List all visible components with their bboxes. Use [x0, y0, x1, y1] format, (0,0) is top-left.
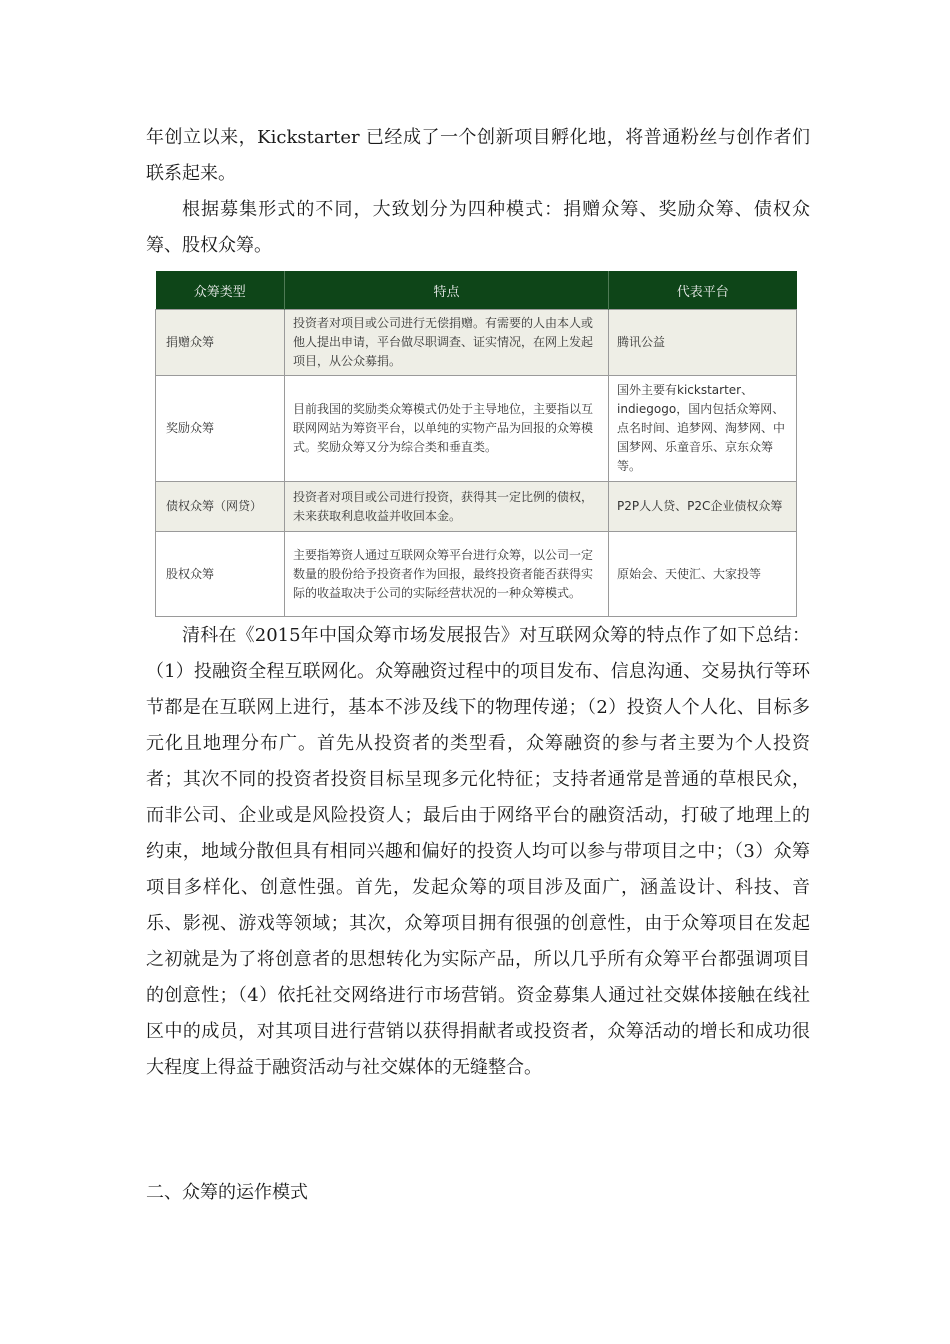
table-row	[156, 376, 797, 482]
cell-platform: 腾讯公益	[609, 310, 797, 376]
table-row	[156, 310, 797, 376]
paragraph-four-models: 根据募集形式的不同，大致划分为四种模式：捐赠众筹、奖励众筹、债权众筹、股权众筹。	[146, 199, 810, 256]
table-row	[156, 482, 797, 532]
cell-feature: 主要指筹资人通过互联网众筹平台进行众筹，以公司一定数量的股份给予投资者作为回报，最终投资者能否获得实际的收益取决于公司的实际经营状况的一种众筹模式。	[285, 532, 609, 617]
header-type: 众筹类型	[156, 271, 285, 310]
cell-feature: 目前我国的奖励类众筹模式仍处于主导地位，主要指以互联网网站为筹资平台，以单纯的实物产品为回报的众筹模式。奖励众筹又分为综合类和垂直类。	[285, 376, 609, 482]
cell-type: 股权众筹	[156, 532, 285, 617]
paragraph-intro-continued: 年创立以来，Kickstarter 已经成了一个创新项目孵化地，将普通粉丝与创作者们联系起来。	[146, 127, 810, 184]
header-feature: 特点	[285, 271, 609, 310]
cell-type: 奖励众筹	[156, 376, 285, 482]
table-header-row	[156, 271, 797, 310]
cell-platform: 原始会、天使汇、大家投等	[609, 532, 797, 617]
paragraph-features-summary: 清科在《2015年中国众筹市场发展报告》对互联网众筹的特点作了如下总结：（1）投融资全程互联网化。众筹融资过程中的项目发布、信息沟通、交易执行等环节都是在互联网上进行，基本不涉及线下的物理传递；（2）投资人个人化、目标多元化且地理分布广。首先从投资者的类型看，众筹融资的参与者主要为个人投资者；其次不同的投资者投资目标呈现多元化特征；支持者通常是普通的草根民众，而非公司、企业或是风险投资人；最后由于网络平台的融资活动，打破了地理上的约束，地域分散但具有相同兴趣和偏好的投资人均可以参与带项目之中；（3）众筹项目多样化、创意性强。首先，发起众筹的项目涉及面广，涵盖设计、科技、音乐、影视、游戏等领域；其次，众筹项目拥有很强的创意性，由于众筹项目在发起之初就是为了将创意者的思想转化为实际产品，所以几乎所有众筹平台都强调项目的创意性；（4）依托社交网络进行市场营销。资金募集人通过社交媒体接触在线社区中的成员，对其项目进行营销以获得捐献者或投资者，众筹活动的增长和成功很大程度上得益于融资活动与社交媒体的无缝整合。	[146, 625, 810, 1078]
section-heading: 二、众筹的运作模式	[146, 1182, 308, 1203]
cell-type: 债权众筹（网贷）	[156, 482, 285, 532]
cell-platform: P2P人人贷、P2C企业债权众筹	[609, 482, 797, 532]
cell-feature: 投资者对项目或公司进行投资，获得其一定比例的债权，未来获取利息收益并收回本金。	[285, 482, 609, 532]
table-row	[156, 532, 797, 617]
header-platform: 代表平台	[609, 271, 797, 310]
cell-type: 捐赠众筹	[156, 310, 285, 376]
cell-feature: 投资者对项目或公司进行无偿捐赠。有需要的人由本人或他人提出申请，平台做尽职调查、证实情况，在网上发起项目，从公众募捐。	[285, 310, 609, 376]
cell-platform: 国外主要有kickstarter、indiegogo，国内包括众筹网、点名时间、追梦网、淘梦网、中国梦网、乐童音乐、京东众筹等。	[609, 376, 797, 482]
crowdfunding-types-table	[155, 271, 796, 614]
